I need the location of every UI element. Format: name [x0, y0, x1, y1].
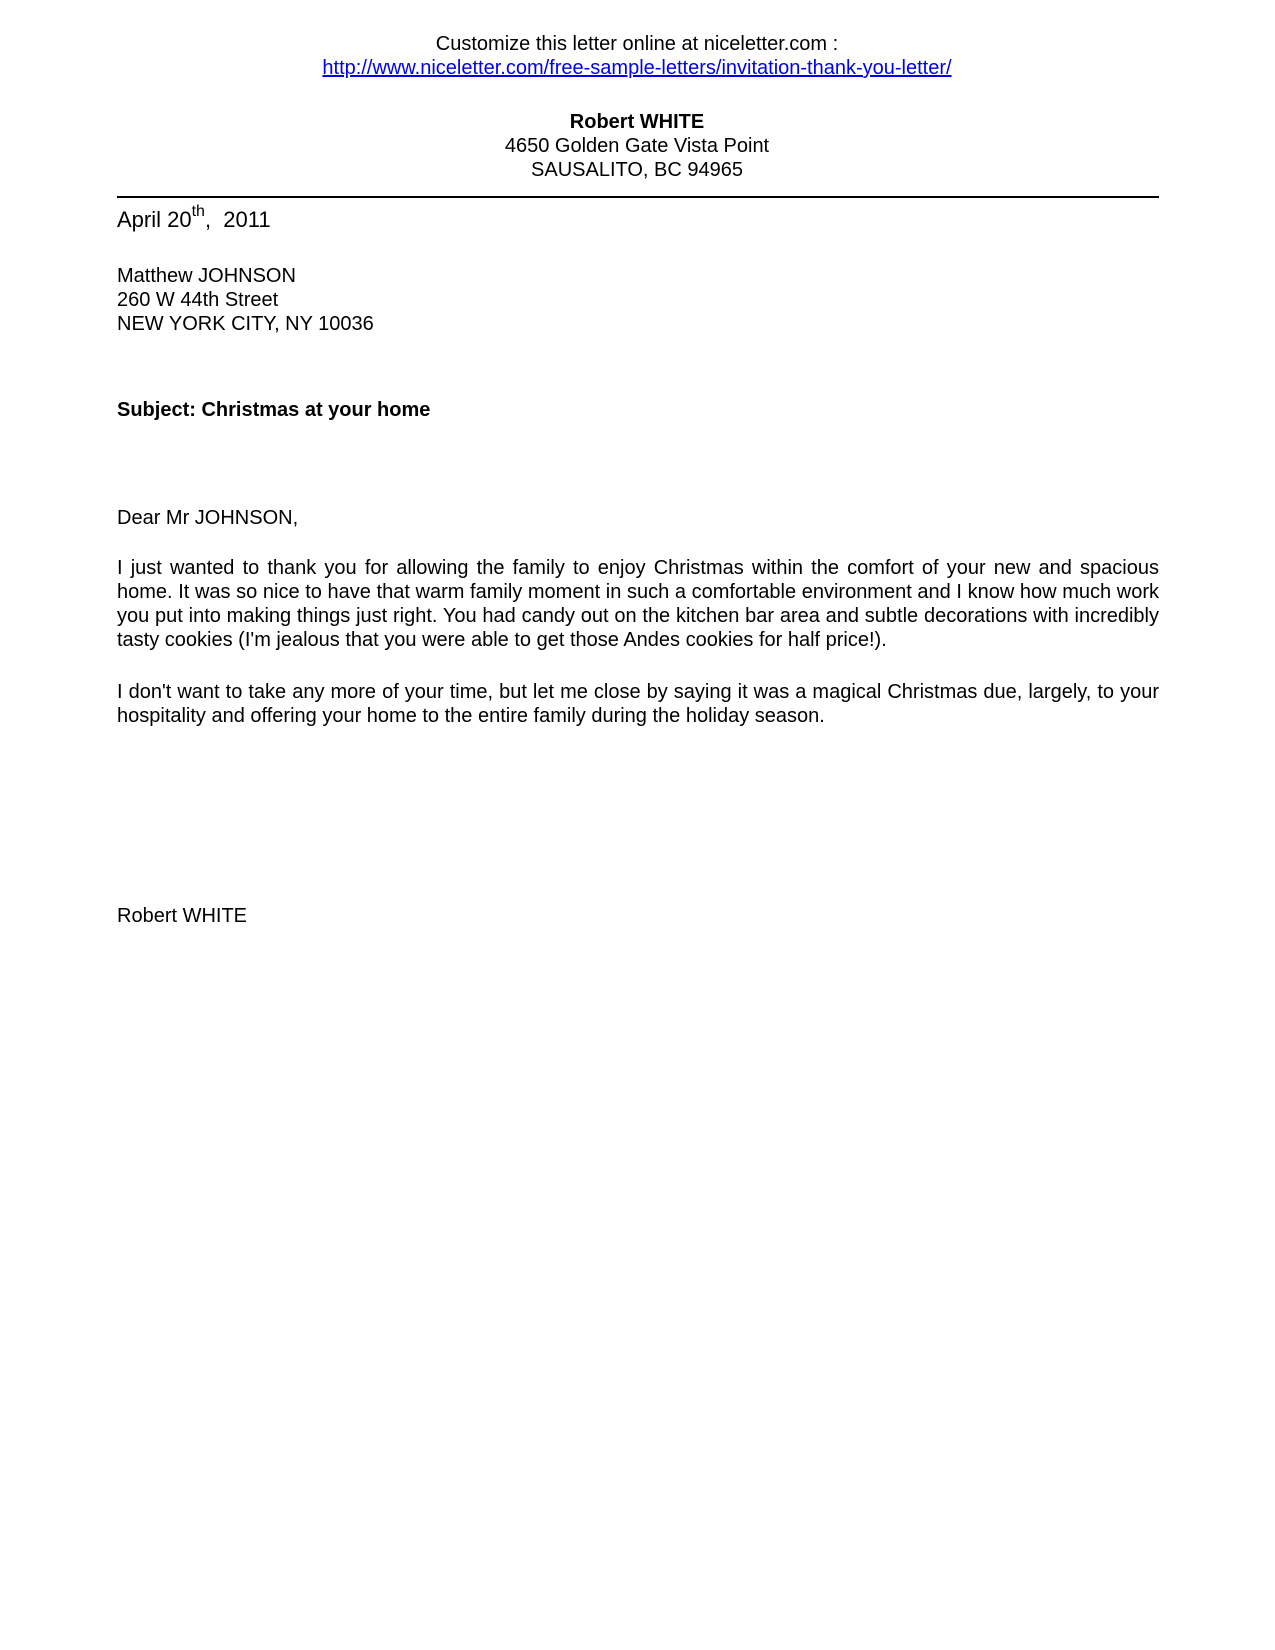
- date-month-day: April 20: [117, 207, 192, 232]
- body-paragraph-2: I don't want to take any more of your time, but let me close by saying it was a magical Christmas due, largely, to your hospitality and offering your home to the entire family during the holiday season.: [117, 681, 1159, 727]
- customize-note: [117, 32, 1157, 80]
- header-divider: [117, 196, 1159, 198]
- date-suffix: th: [191, 202, 205, 220]
- recipient-address-line1: 260 W 44th Street: [117, 289, 279, 311]
- letter-subject: Subject: Christmas at your home: [117, 399, 431, 421]
- recipient-block: [117, 264, 374, 336]
- signature-name: Robert WHITE: [117, 905, 248, 927]
- date-year: , 2011: [204, 207, 271, 232]
- customize-link[interactable]: http://www.niceletter.com/free-sample-letters/invitation-thank-you-letter/: [322, 57, 952, 79]
- customize-note-text: Customize this letter online at niceletter.com :: [435, 33, 839, 55]
- recipient-address-line2: NEW YORK CITY, NY 10036: [117, 313, 374, 335]
- sender-address-line1: 4650 Golden Gate Vista Point: [504, 135, 770, 157]
- sender-address-line2: SAUSALITO, BC 94965: [531, 159, 743, 181]
- recipient-name: Matthew JOHNSON: [117, 265, 296, 287]
- body-paragraph-1: I just wanted to thank you for allowing the family to enjoy Christmas within the comfort of your new and spacious home. It was so nice to have that warm family moment in such a comfortable environment and I know how much work you put into making things just right. You had candy out on the kitchen bar area and subtle decorations with incredibly tasty cookies (I'm jealous that you were able to get those Andes cookies for half price!).: [117, 557, 1159, 651]
- sender-name: Robert WHITE: [569, 111, 705, 133]
- letter-date: [117, 202, 271, 234]
- salutation: Dear Mr JOHNSON,: [117, 507, 299, 529]
- sender-block: [117, 110, 1157, 182]
